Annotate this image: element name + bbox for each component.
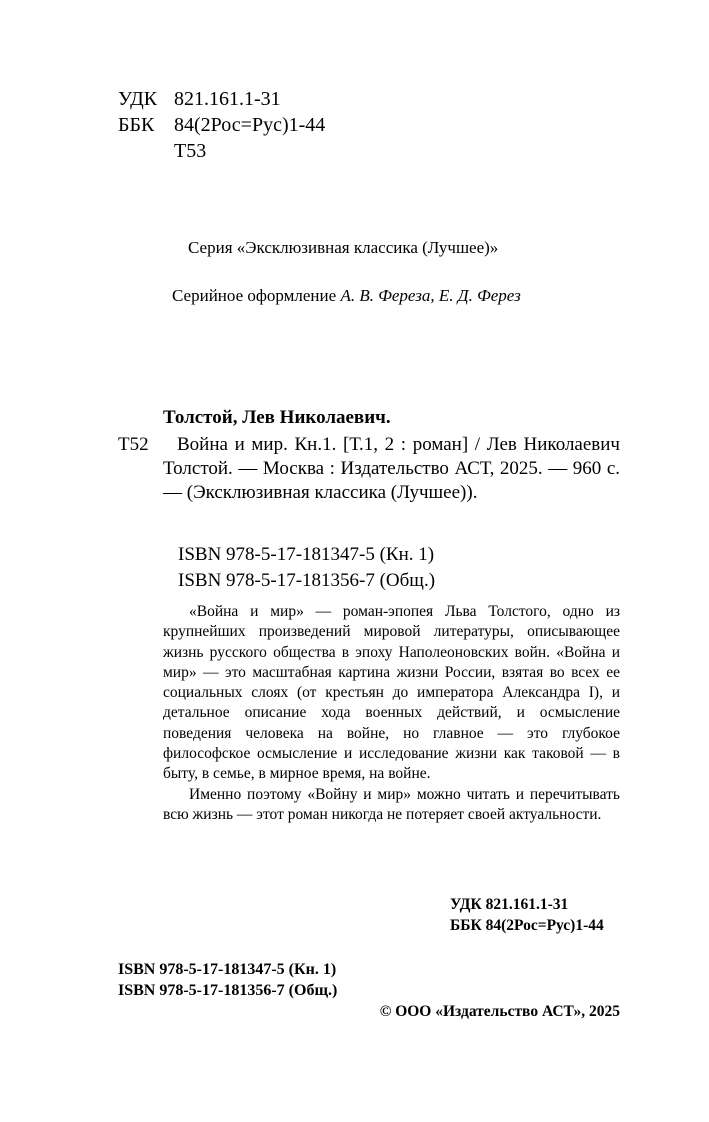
udk-label: УДК: [118, 88, 158, 110]
udk-line: [118, 86, 281, 112]
bottom-udk: УДК 821.161.1-31: [450, 896, 569, 913]
design-line: [172, 285, 521, 307]
series-line: Серия «Эксклюзивная классика (Лучшее)»: [188, 238, 499, 257]
bbk-value: 84(2Рос=Рус)1-44: [174, 114, 326, 136]
bbk-label: ББК: [118, 114, 155, 136]
bib-description-block: [163, 433, 620, 505]
udk-value: 821.161.1-31: [174, 88, 281, 110]
annotation-paragraph-2: Именно поэтому «Войну и мир» можно читать и перечитывать всю жизнь — этот роман никогда не потеряет своей актуальности.: [163, 785, 620, 823]
isbn-1: ISBN 978-5-17-181347-5 (Кн. 1): [178, 544, 435, 565]
bottom-isbn-2: ISBN 978-5-17-181356-7 (Общ.): [118, 982, 338, 999]
bbk-line: [118, 112, 325, 138]
design-prefix: Серийное оформление: [172, 286, 341, 305]
author-mark: Т52: [118, 434, 149, 455]
design-authors: А. В. Фереза, Е. Д. Ферез: [340, 286, 521, 305]
annotation-paragraph-1: «Война и мир» — роман-эпопея Льва Толстого, одно из крупнейших произведений мировой литературы, описывающее жизнь русского общества в эпоху Наполеоновских войн. «Война и мир» — это масштабная картина жизни России, взятая во всех ее социальных слоях (от крестьян до императора Александра I), и детальное описание хода военных действий, и осмысление поведения человека на войне, но главное — это глубокое философское осмысление и исследование жизни как таковой — в быту, в семье, в мирное время, на войне.: [163, 603, 620, 783]
author-mark-top: Т53: [174, 140, 207, 162]
bib-description: Война и мир. Кн.1. [Т.1, 2 : роман] / Лев Николаевич Толстой. — Москва : Издательство АСТ, 2025. — 960 с. — (Эксклюзивная классика (Лучшее)).: [163, 434, 620, 503]
annotation: [163, 602, 620, 825]
bottom-isbn-1: ISBN 978-5-17-181347-5 (Кн. 1): [118, 961, 337, 978]
isbn-2: ISBN 978-5-17-181356-7 (Общ.): [178, 570, 436, 591]
copyright: © ООО «Издательство АСТ», 2025: [379, 1003, 620, 1020]
author-heading: Толстой, Лев Николаевич.: [163, 407, 391, 428]
bottom-bbk: ББК 84(2Рос=Рус)1-44: [450, 917, 604, 934]
